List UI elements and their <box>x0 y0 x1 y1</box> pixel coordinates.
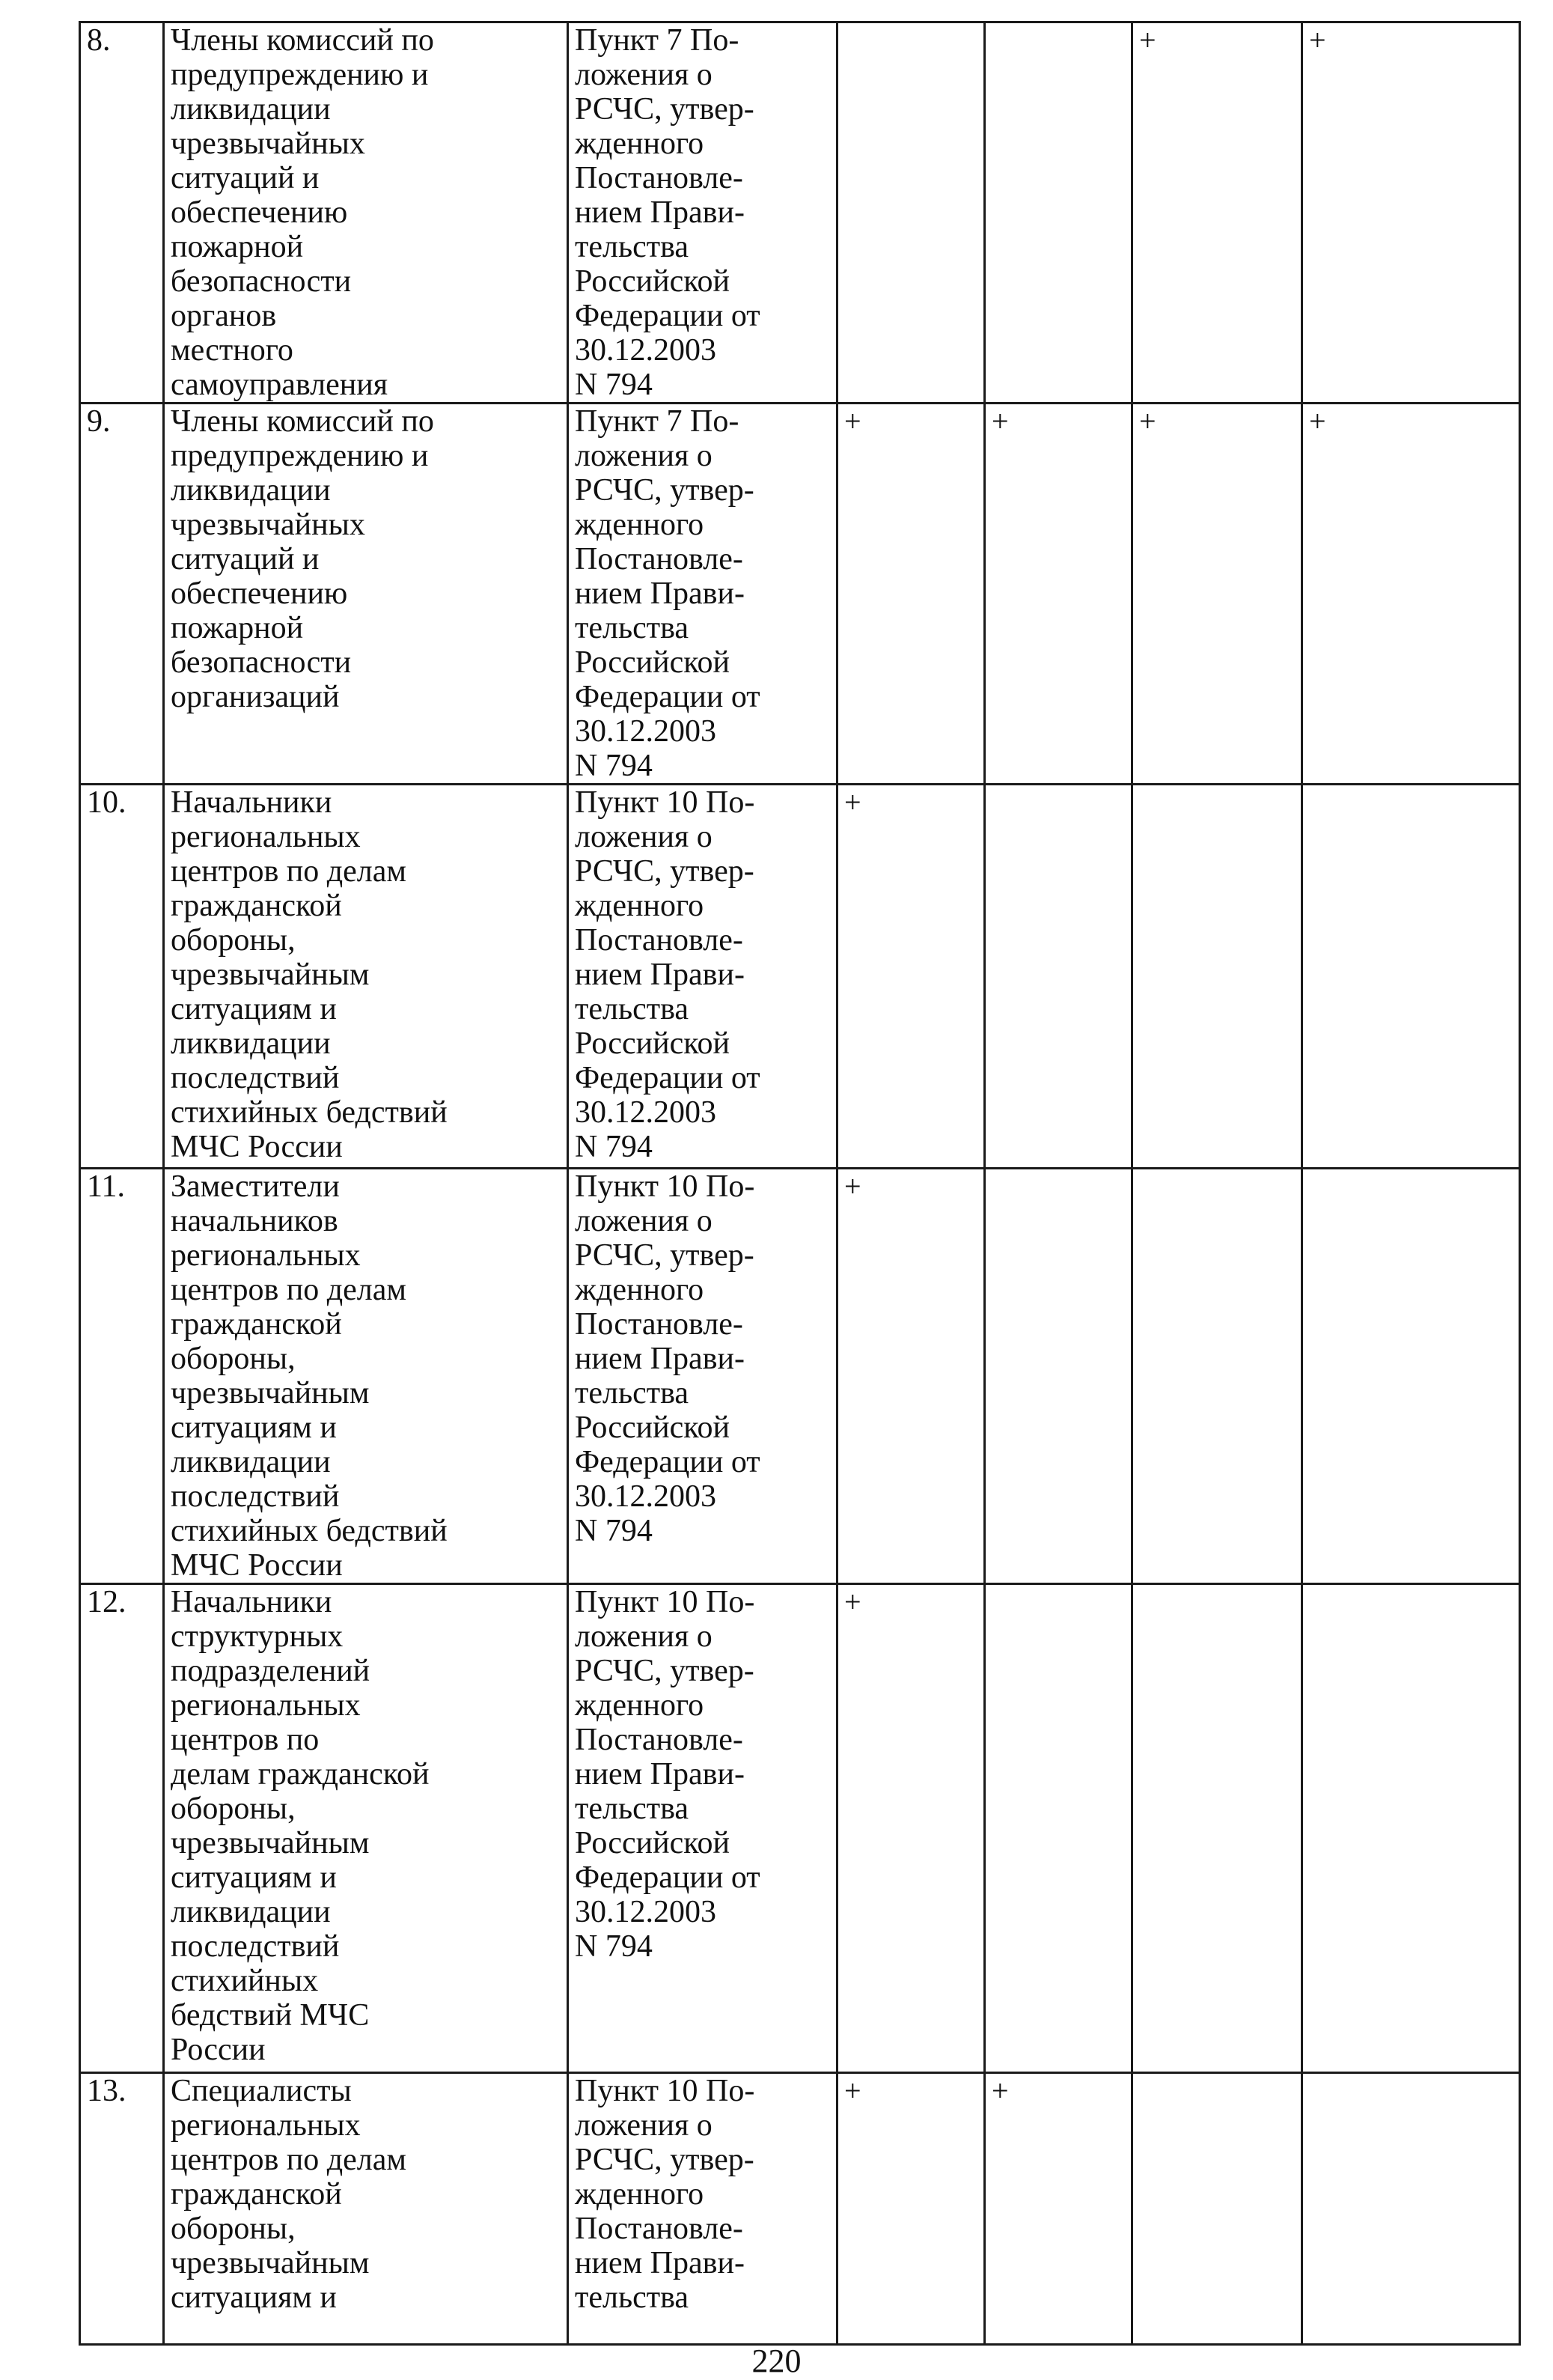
mark-cell <box>837 22 985 404</box>
legal-reference: Пункт 7 По- ложения о РСЧС, утвер- жденного Постановле- нием Прави- тельства Российской Федерации от 30.12.2003 N 794 <box>568 22 837 404</box>
mark-cell: + <box>837 785 985 1169</box>
mark-cell: + <box>1132 22 1302 404</box>
mark-cell <box>985 1169 1132 1584</box>
mark-cell: + <box>985 2073 1132 2345</box>
position-description: Специалисты региональных центров по делам гражданской обороны, чрезвычайным ситуациям и <box>164 2073 568 2345</box>
mark-cell <box>1302 2073 1520 2345</box>
mark-cell: + <box>837 1584 985 2073</box>
table-row <box>80 404 1520 785</box>
mark-cell: + <box>837 404 985 785</box>
mark-cell <box>1132 2073 1302 2345</box>
row-number: 8. <box>80 22 164 404</box>
row-number: 12. <box>80 1584 164 2073</box>
mark-cell <box>1302 1169 1520 1584</box>
row-number: 13. <box>80 2073 164 2345</box>
row-number: 11. <box>80 1169 164 1584</box>
page-number: 220 <box>751 2343 802 2379</box>
position-description: Заместители начальников региональных центров по делам гражданской обороны, чрезвычайным ситуациям и ликвидации последствий стихийных бедствий МЧС России <box>164 1169 568 1584</box>
mark-cell <box>1132 785 1302 1169</box>
mark-cell: + <box>837 2073 985 2345</box>
mark-cell <box>1132 1584 1302 2073</box>
table-row <box>80 1584 1520 2073</box>
legal-reference: Пункт 10 По- ложения о РСЧС, утвер- жденного Постановле- нием Прави- тельства <box>568 2073 837 2345</box>
table-row <box>80 22 1520 404</box>
table-row <box>80 1169 1520 1584</box>
mark-cell <box>985 22 1132 404</box>
table-row <box>80 2073 1520 2345</box>
mark-cell: + <box>985 404 1132 785</box>
legal-reference: Пункт 7 По- ложения о РСЧС, утвер- жденного Постановле- нием Прави- тельства Российской Федерации от 30.12.2003 N 794 <box>568 404 837 785</box>
table-row <box>80 785 1520 1169</box>
legal-reference: Пункт 10 По- ложения о РСЧС, утвер- жденного Постановле- нием Прави- тельства Российской Федерации от 30.12.2003 N 794 <box>568 785 837 1169</box>
mark-cell: + <box>1302 22 1520 404</box>
mark-cell: + <box>1302 404 1520 785</box>
position-description: Начальники региональных центров по делам гражданской обороны, чрезвычайным ситуациям и ликвидации последствий стихийных бедствий МЧС России <box>164 785 568 1169</box>
mark-cell <box>1302 1584 1520 2073</box>
mark-cell: + <box>837 1169 985 1584</box>
personnel-table <box>79 21 1521 2346</box>
position-description: Члены комиссий по предупреждению и ликвидации чрезвычайных ситуаций и обеспечению пожарной безопасности органов местного самоуправления <box>164 22 568 404</box>
mark-cell <box>985 785 1132 1169</box>
legal-reference: Пункт 10 По- ложения о РСЧС, утвер- жденного Постановле- нием Прави- тельства Российской Федерации от 30.12.2003 N 794 <box>568 1584 837 2073</box>
mark-cell <box>985 1584 1132 2073</box>
position-description: Члены комиссий по предупреждению и ликвидации чрезвычайных ситуаций и обеспечению пожарной безопасности организаций <box>164 404 568 785</box>
legal-reference: Пункт 10 По- ложения о РСЧС, утвер- жденного Постановле- нием Прави- тельства Российской Федерации от 30.12.2003 N 794 <box>568 1169 837 1584</box>
mark-cell <box>1132 1169 1302 1584</box>
row-number: 10. <box>80 785 164 1169</box>
mark-cell: + <box>1132 404 1302 785</box>
row-number: 9. <box>80 404 164 785</box>
position-description: Начальники структурных подразделений региональных центров по делам гражданской обороны, чрезвычайным ситуациям и ликвидации последствий стихийных бедствий МЧС России <box>164 1584 568 2073</box>
mark-cell <box>1302 785 1520 1169</box>
